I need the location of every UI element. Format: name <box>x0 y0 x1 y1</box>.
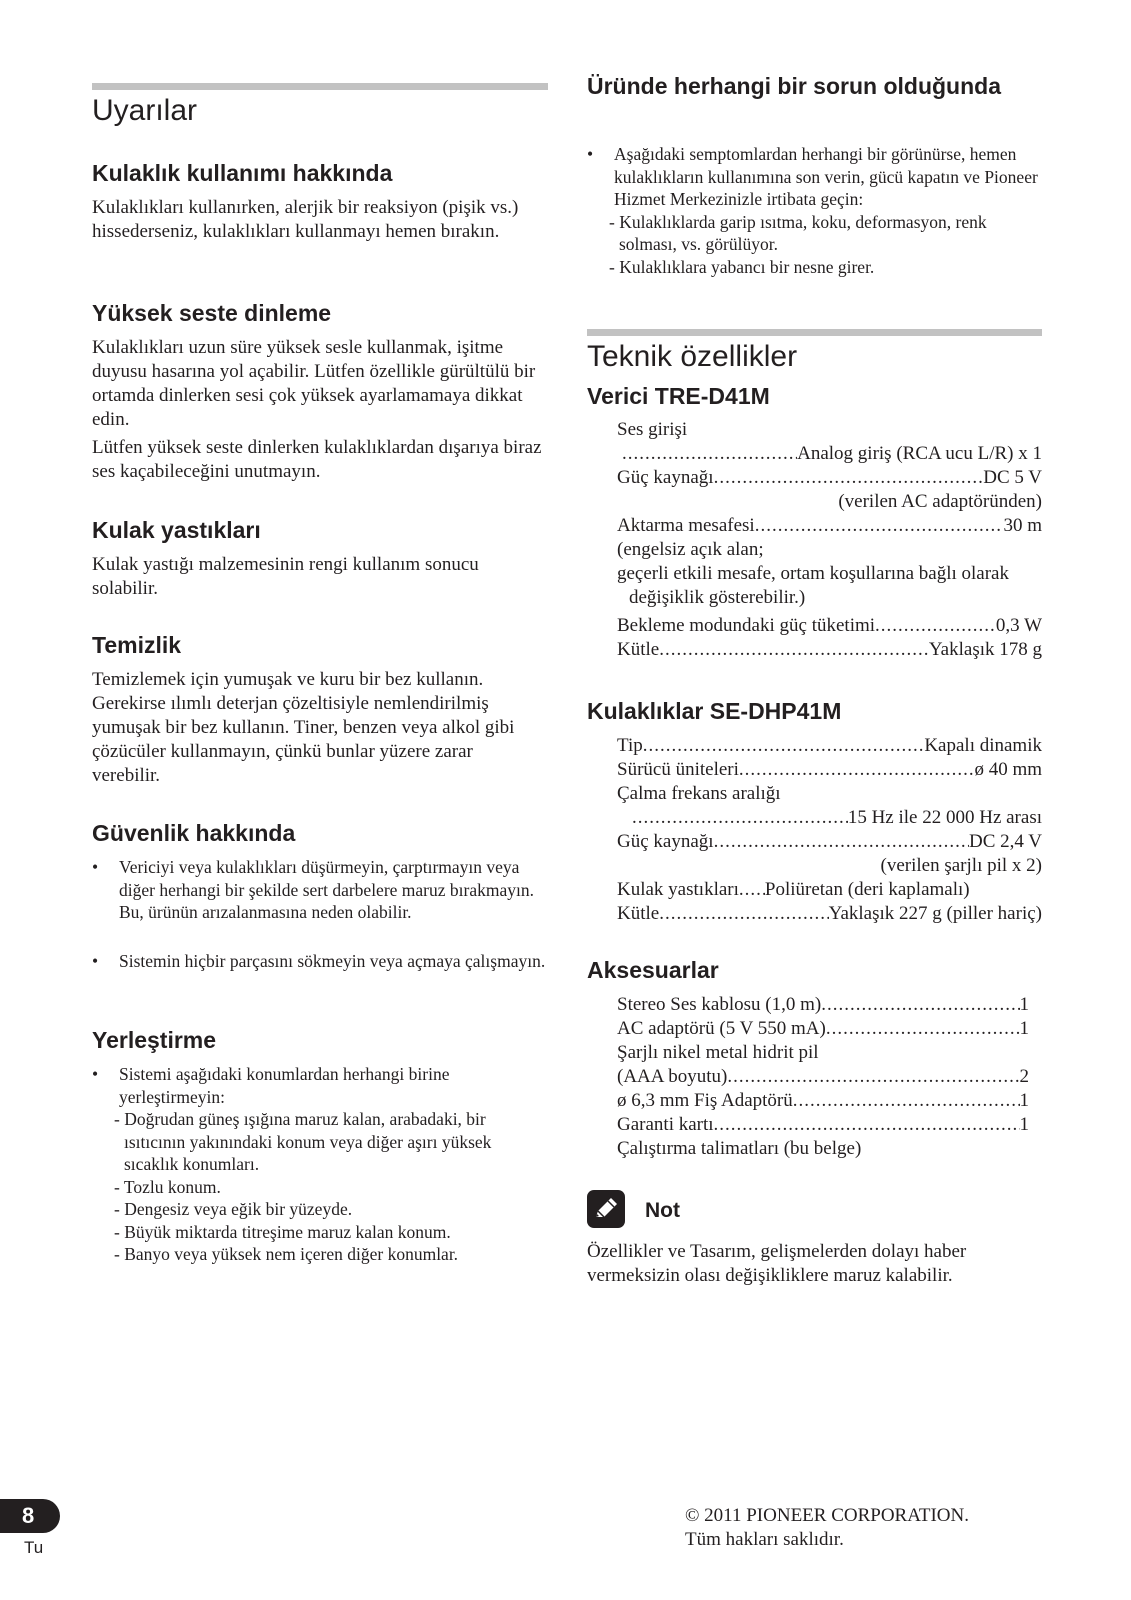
transmitter-power-value: DC 5 V <box>983 467 1042 488</box>
warranty-qty: 1 <box>1019 1114 1029 1135</box>
problem-bullet <box>587 143 1042 278</box>
leader-dots <box>714 466 984 490</box>
range-note-2: geçerli etkili mesafe, ortam koşullarına bağlı olarak değişiklik gösterebilir.) <box>617 563 1009 608</box>
leader-dots <box>714 830 969 854</box>
cleaning-heading: Temizlik <box>92 632 182 658</box>
cleaning-text: Temizlemek için yumuşak ve kuru bir bez kullanın. Gerekirse ılımlı deterjan çözeltisiyle nemlendirilmiş yumuşak bir bez kullanın. Tiner, benzen veya alkol gibi çözücüler kullanmayın, çünkü bunlar yüzere zarar verebilir. <box>92 669 515 786</box>
manual-label: Çalıştırma talimatları (bu belge) <box>617 1138 862 1159</box>
high-volume-text-1: Kulaklıkları uzun süre yüksek sesle kullanmak, işitme duyusu hasarına yol açabilir. Lütfen özellikle gürültülü bir ortamda dinlerken sesi çok yüksek ayarlamamaya dikkat edin. <box>92 337 536 430</box>
page-number-badge: 8 <box>0 1499 60 1533</box>
leader-dots <box>793 1089 1020 1113</box>
transmitter-mass-label: Kütle <box>617 639 660 660</box>
pads-label: Kulak yastıkları <box>617 879 739 900</box>
placement-item: - Büyük miktarda titreşime maruz kalan konum. <box>114 1221 451 1242</box>
plug-qty: 1 <box>1019 1090 1029 1111</box>
note-heading: Not <box>645 1199 680 1222</box>
type-label: Tip <box>617 735 643 756</box>
range-note-1: (engelsiz açık alan; <box>617 539 764 560</box>
headphones-use-heading: Kulaklık kullanımı hakkında <box>92 160 393 186</box>
warranty-row <box>617 1113 1029 1137</box>
high-volume-heading: Yüksek seste dinleme <box>92 300 332 326</box>
placement-item: - Dengesiz veya eğik bir yüzeyde. <box>114 1199 353 1219</box>
battery-qty: 2 <box>1019 1066 1029 1087</box>
leader-dots <box>739 758 975 782</box>
placement-item: - Banyo veya yüksek nem içeren diğer konumlar. <box>114 1244 459 1264</box>
problem-item: - Kulaklıklara yabancı bir nesne girer. <box>609 256 875 277</box>
battery-row <box>617 1065 1029 1089</box>
driver-label: Sürücü üniteleri <box>617 759 739 780</box>
placement-bullet <box>92 1063 548 1266</box>
freq-label: Çalma frekans aralığı <box>617 783 781 804</box>
safety-bullet-1 <box>92 856 548 924</box>
type-value: Kapalı dinamik <box>924 735 1042 756</box>
plug-label: ø 6,3 mm Fiş Adaptörü <box>617 1090 793 1111</box>
bullet-mark: • <box>92 951 99 971</box>
standby-value: 0,3 W <box>995 615 1042 636</box>
leader-dots <box>659 902 828 926</box>
bullet-mark: • <box>587 144 594 164</box>
headphones-power-label: Güç kaynağı <box>617 831 714 852</box>
transmitter-mass-value: Yaklaşık 178 g <box>928 639 1042 660</box>
pads-row <box>617 878 1042 902</box>
warnings-title: Uyarılar <box>92 94 198 127</box>
cable-qty: 1 <box>1019 994 1029 1015</box>
ear-pads-text: Kulak yastığı malzemesinin rengi kullanım sonucu solabilir. <box>92 554 479 599</box>
battery-label-2: (AAA boyutu) <box>617 1066 728 1087</box>
standby-row <box>617 614 1042 638</box>
leader-dots <box>875 614 996 638</box>
high-volume-text-2: Lütfen yüksek seste dinlerken kulaklıklardan dışarıya biraz ses kaçabileceğini unutmayın. <box>92 437 542 482</box>
pencil-icon <box>587 1190 625 1228</box>
safety-bullet-1-text: Vericiyi veya kulaklıkları düşürmeyin, çarptırmayın veya diğer herhangi bir şekilde sert darbelere maruz bırakmayın. Bu, ürünün arızalanmasına neden olabilir. <box>119 857 534 922</box>
headphones-power-value: DC 2,4 V <box>968 831 1042 852</box>
transmitter-heading: Verici TRE-D41M <box>587 383 770 409</box>
copyright: © 2011 PIONEER CORPORATION. <box>685 1505 969 1526</box>
pads-value: Poliüretan (deri kaplamalı) <box>764 879 970 900</box>
headphones-use-text: Kulaklıkları kullanırken, alerjik bir reaksiyon (pişik vs.) hissederseniz, kulaklıkları kullanmayı hemen bırakın. <box>92 197 519 242</box>
leader-dots <box>739 878 765 902</box>
accessories-heading: Aksesuarlar <box>587 957 719 983</box>
ear-pads-heading: Kulak yastıkları <box>92 517 261 543</box>
adapter-row <box>617 1017 1029 1041</box>
rights: Tüm hakları saklıdır. <box>685 1529 844 1550</box>
headphones-mass-row <box>617 902 1042 926</box>
leader-dots <box>643 734 925 758</box>
headphones-mass-label: Kütle <box>617 903 660 924</box>
cable-label: Stereo Ses kablosu (1,0 m) <box>617 994 822 1015</box>
range-row <box>617 514 1042 538</box>
problem-bullet-text: Aşağıdaki semptomlardan herhangi bir görünürse, hemen kulaklıkların kullanımına son verin, gücü kapatın ve Pioneer Hizmet Merkezinizle irtibata geçin: <box>614 144 1038 209</box>
problem-heading: Üründe herhangi bir sorun olduğunda <box>587 73 1001 99</box>
driver-value: ø 40 mm <box>974 759 1042 780</box>
headphones-spec-heading: Kulaklıklar SE-DHP41M <box>587 698 842 724</box>
driver-row <box>617 758 1042 782</box>
adapter-label: AC adaptörü (5 V 550 mA) <box>617 1018 826 1039</box>
safety-heading: Güvenlik hakkında <box>92 820 296 846</box>
battery-label-1: Şarjlı nikel metal hidrit pil <box>617 1042 819 1063</box>
leader-dots <box>821 993 1019 1017</box>
adapter-qty: 1 <box>1019 1018 1029 1039</box>
leader-dots <box>826 1017 1020 1041</box>
type-row <box>617 734 1042 758</box>
freq-value: 15 Hz ile 22 000 Hz arası <box>847 807 1042 828</box>
cable-row <box>617 993 1029 1017</box>
warranty-label: Garanti kartı <box>617 1114 714 1135</box>
transmitter-power-note: (verilen AC adaptöründen) <box>838 491 1042 512</box>
leader-dots <box>659 638 929 662</box>
leader-dots <box>727 1065 1019 1089</box>
language-code: Tu <box>24 1538 44 1557</box>
audio-input-label: Ses girişi <box>617 419 688 440</box>
bullet-mark: • <box>92 857 99 877</box>
leader-dots <box>714 1113 1020 1137</box>
standby-label: Bekleme modundaki güç tüketimi <box>617 615 876 636</box>
transmitter-power-row <box>617 466 1042 490</box>
headphones-power-note: (verilen şarjlı pil x 2) <box>880 855 1042 876</box>
audio-input-row <box>617 442 1042 466</box>
range-label: Aktarma mesafesi <box>617 515 755 536</box>
bullet-mark: • <box>92 1064 99 1084</box>
problem-item: - Kulaklıklarda garip ısıtma, koku, deformasyon, renk solması, vs. görülüyor. <box>609 211 987 254</box>
headphones-mass-value: Yaklaşık 227 g (piller hariç) <box>828 903 1042 924</box>
placement-item: - Doğrudan güneş ışığına maruz kalan, arabadaki, bir ısıtıcının yakınındaki konum veya diğer aşırı yüksek sıcaklık konumları. <box>114 1109 492 1174</box>
leader-dots <box>632 806 848 830</box>
leader-dots <box>622 442 797 466</box>
note-text: Özellikler ve Tasarım, gelişmelerden dolayı haber vermeksizin olası değişikliklere maruz kalabilir. <box>587 1241 967 1286</box>
section-rule <box>587 329 1042 336</box>
section-rule <box>92 83 548 90</box>
freq-row <box>617 806 1042 830</box>
placement-heading: Yerleştirme <box>92 1027 217 1053</box>
safety-bullet-2 <box>92 950 548 973</box>
leader-dots <box>755 514 1004 538</box>
plug-row <box>617 1089 1029 1113</box>
placement-item: - Tozlu konum. <box>114 1176 221 1197</box>
transmitter-mass-row <box>617 638 1042 662</box>
range-value: 30 m <box>1003 515 1042 536</box>
safety-bullet-2-text: Sistemin hiçbir parçasını sökmeyin veya açmaya çalışmayın. <box>119 951 546 971</box>
audio-input-value: Analog giriş (RCA ucu L/R) x 1 <box>797 443 1042 464</box>
placement-bullet-text: Sistemi aşağıdaki konumlardan herhangi birine yerleştirmeyin: <box>119 1064 450 1107</box>
transmitter-power-label: Güç kaynağı <box>617 467 714 488</box>
specs-title: Teknik özellikler <box>587 340 798 373</box>
headphones-power-row <box>617 830 1042 854</box>
